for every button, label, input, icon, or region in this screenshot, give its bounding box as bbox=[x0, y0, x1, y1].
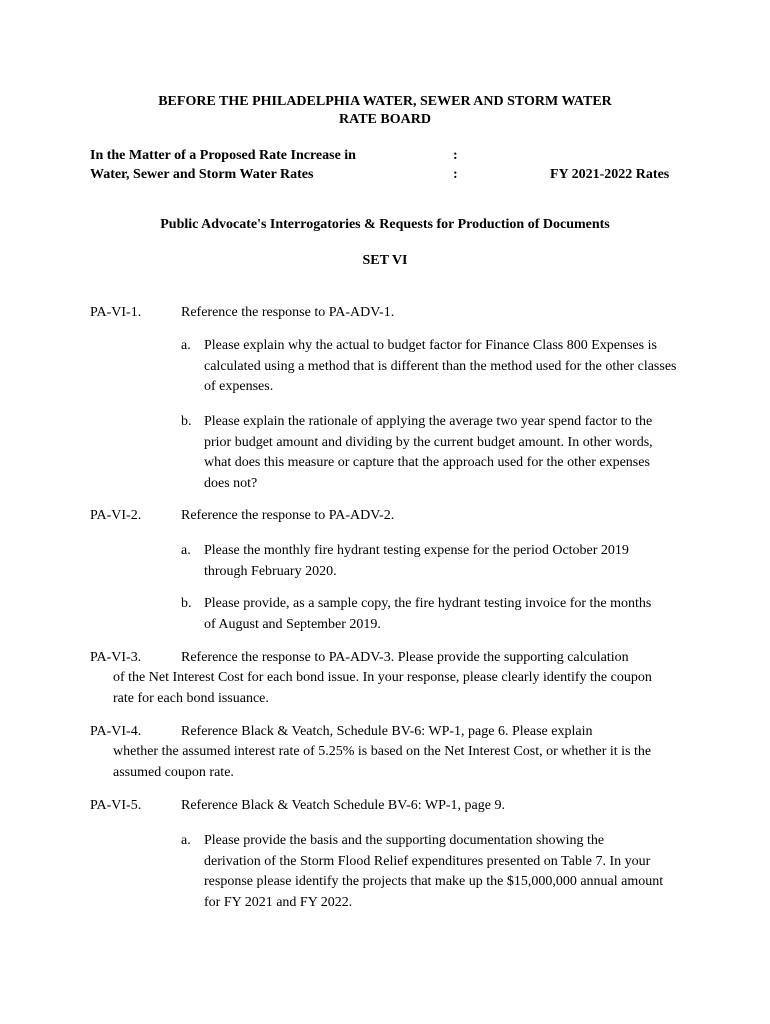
document-title-line1: BEFORE THE PHILADELPHIA WATER, SEWER AND STORM WATER bbox=[158, 94, 612, 109]
fiscal-year-label: FY 2021-2022 Rates bbox=[550, 167, 670, 182]
sub-text: Please explain why the actual to budget factor for Finance Class 800 Expenses is calculated using a method that is different than the method used for the other classes of expenses. bbox=[204, 338, 677, 394]
item-number: PA-VI-5. bbox=[90, 798, 142, 813]
item-number: PA-VI-3. bbox=[90, 650, 142, 665]
matter-line2: Water, Sewer and Storm Water Rates bbox=[90, 167, 314, 182]
item-number: PA-VI-1. bbox=[90, 305, 142, 320]
document-subtitle: Public Advocate's Interrogatories & Requests for Production of Documents bbox=[160, 217, 610, 232]
item-text: Reference the response to PA-ADV-2. bbox=[181, 508, 395, 523]
sub-text: Please provide, as a sample copy, the fire hydrant testing invoice for the months of August and September 2019. bbox=[204, 596, 652, 632]
item-number: PA-VI-2. bbox=[90, 508, 142, 523]
document-title-line2: RATE BOARD bbox=[339, 112, 431, 127]
sub-letter: b. bbox=[181, 414, 192, 429]
caption-colon: : bbox=[453, 148, 458, 163]
caption-colon: : bbox=[453, 167, 458, 182]
sub-letter: a. bbox=[181, 338, 191, 353]
item-text-continuation: of the Net Interest Cost for each bond issue. In your response, please clearly identify the coupon rate for each bond issuance. bbox=[113, 670, 652, 706]
sub-text: Please provide the basis and the supporting documentation showing the derivation of the Storm Flood Relief expenditures presented on Table 7. In your response please identify the projects that make up the $15,000,000 annual amount for FY 2021 and FY 2022. bbox=[204, 833, 664, 910]
set-label: SET VI bbox=[362, 253, 408, 268]
sub-letter: b. bbox=[181, 596, 192, 611]
item-text: Reference Black & Veatch Schedule BV-6: WP-1, page 9. bbox=[181, 798, 505, 813]
sub-text: Please the monthly fire hydrant testing expense for the period October 2019 through February 2020. bbox=[204, 543, 629, 579]
item-text-continuation: whether the assumed interest rate of 5.25% is based on the Net Interest Cost, or whether it is the assumed coupon rate. bbox=[113, 744, 652, 780]
sub-text: Please explain the rationale of applying the average two year spend factor to the prior budget amount and dividing by the current budget amount. In other words, what does this measure or capture that the approach used for the other expenses does not? bbox=[204, 414, 653, 491]
item-text: Reference the response to PA-ADV-3. Please provide the supporting calculation bbox=[181, 650, 629, 665]
item-text: Reference the response to PA-ADV-1. bbox=[181, 305, 395, 320]
item-text: Reference Black & Veatch, Schedule BV-6: WP-1, page 6. Please explain bbox=[181, 724, 593, 739]
item-number: PA-VI-4. bbox=[90, 724, 142, 739]
matter-line1: In the Matter of a Proposed Rate Increase in bbox=[90, 148, 356, 163]
sub-letter: a. bbox=[181, 543, 191, 558]
sub-letter: a. bbox=[181, 833, 191, 848]
